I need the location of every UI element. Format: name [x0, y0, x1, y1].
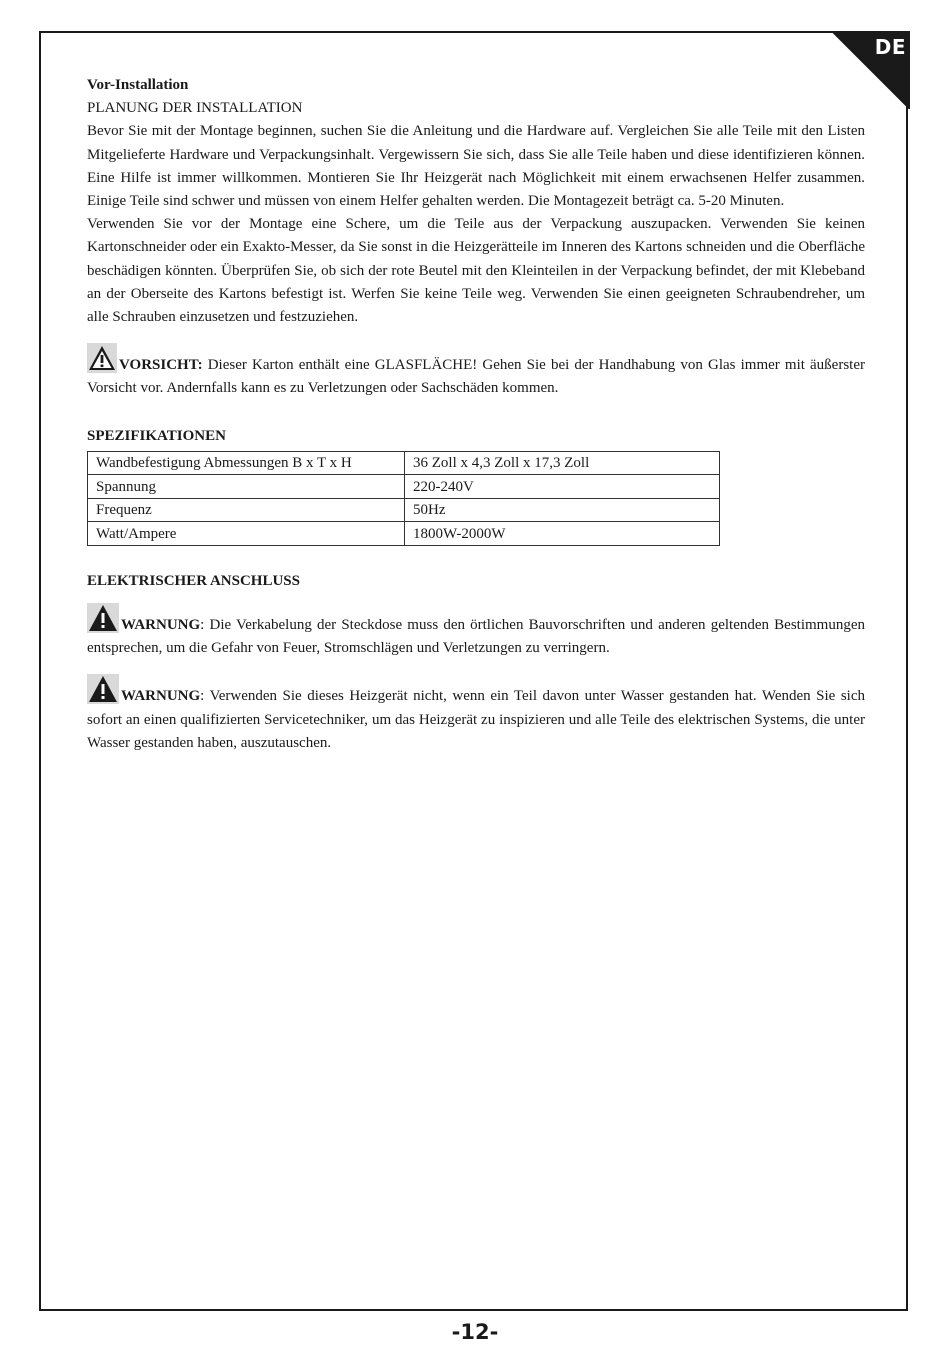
- preinstall-paragraph-1: Bevor Sie mit der Montage beginnen, suchen Sie die Anleitung und die Hardware auf. Vergleichen Sie alle Teile mit den Listen Mitgelieferte Hardware und Verpackungsinhalt. Vergewissern Sie sich, dass Sie alle Teile haben und diese identifizieren können. Eine Hilfe ist immer willkommen. Montieren Sie Ihr Heizgerät nach Möglichkeit mit einem erwachsenen Helfer zusammen. Einige Teile sind schwer und müssen von einem Helfer gehalten werden. Die Montagezeit beträgt ca. 5-20 Minuten.: [87, 123, 865, 210]
- caution-warning-icon: [87, 343, 117, 373]
- warning-icon: [87, 603, 119, 633]
- spec-label: Watt/Ampere: [88, 522, 405, 546]
- spec-value: 220-240V: [405, 475, 720, 499]
- warning-block-2: [87, 674, 865, 755]
- page-number: -12-: [451, 1320, 499, 1344]
- table-row: [88, 498, 720, 522]
- caution-block: [87, 343, 865, 400]
- caution-text: Dieser Karton enthält eine GLASFLÄCHE! Gehen Sie bei der Handhabung von Glas immer mit äußerster Vorsicht vor. Andernfalls kann es zu Verletzungen oder Sachschäden kommen.: [87, 357, 865, 397]
- warning-icon: [87, 674, 119, 704]
- warning-label: WARNUNG: [121, 688, 201, 705]
- spec-label: Spannung: [88, 475, 405, 499]
- preinstall-subtitle: PLANUNG DER INSTALLATION: [87, 100, 303, 117]
- document-body: [87, 74, 865, 755]
- spec-label: Wandbefestigung Abmessungen B x T x H: [88, 451, 405, 475]
- table-row: [88, 475, 720, 499]
- preinstall-title: Vor-Installation: [87, 77, 189, 93]
- spec-value: 1800W-2000W: [405, 522, 720, 546]
- specs-table: [87, 451, 720, 546]
- spec-value: 50Hz: [405, 498, 720, 522]
- specs-title: SPEZIFIKATIONEN: [87, 427, 226, 444]
- table-row: [88, 522, 720, 546]
- warning-label: WARNUNG: [121, 617, 201, 634]
- warning-text: : Verwenden Sie dieses Heizgerät nicht, wenn ein Teil davon unter Wasser gestanden hat. Wenden Sie sich sofort an einen qualifizierten Servicetechniker, um das Heizgerät zu inspizieren und alle Teile des elektrischen Systems, die unter Wasser gestanden haben, auszutauschen.: [87, 688, 865, 751]
- electrical-title: ELEKTRISCHER ANSCHLUSS: [87, 572, 300, 589]
- language-label: DE: [874, 35, 906, 59]
- spec-value: 36 Zoll x 4,3 Zoll x 17,3 Zoll: [405, 451, 720, 475]
- warning-block-1: [87, 603, 865, 660]
- warning-text: : Die Verkabelung der Steckdose muss den örtlichen Bauvorschriften und anderen geltenden Bestimmungen entsprechen, um die Gefahr von Feuer, Stromschlägen und Verletzungen zu verringern.: [87, 617, 865, 657]
- caution-label: VORSICHT:: [119, 357, 203, 374]
- preinstall-paragraph-2: Verwenden Sie vor der Montage eine Schere, um die Teile aus der Verpackung auszupacken. Verwenden Sie keinen Kartonschneider oder ein Exakto-Messer, da Sie sonst in die Heizgerätteile im Inneren des Kartons schneiden und die Oberfläche beschädigen könnten. Überprüfen Sie, ob sich der rote Beutel mit den Kleinteilen in der Verpackung befindet, der mit Klebeband an der Oberseite des Kartons befestigt ist. Werfen Sie keine Teile weg. Verwenden Sie einen geeigneten Schraubendreher, um alle Schrauben einzusetzen und festzuziehen.: [87, 216, 865, 326]
- spec-label: Frequenz: [88, 498, 405, 522]
- table-row: [88, 451, 720, 475]
